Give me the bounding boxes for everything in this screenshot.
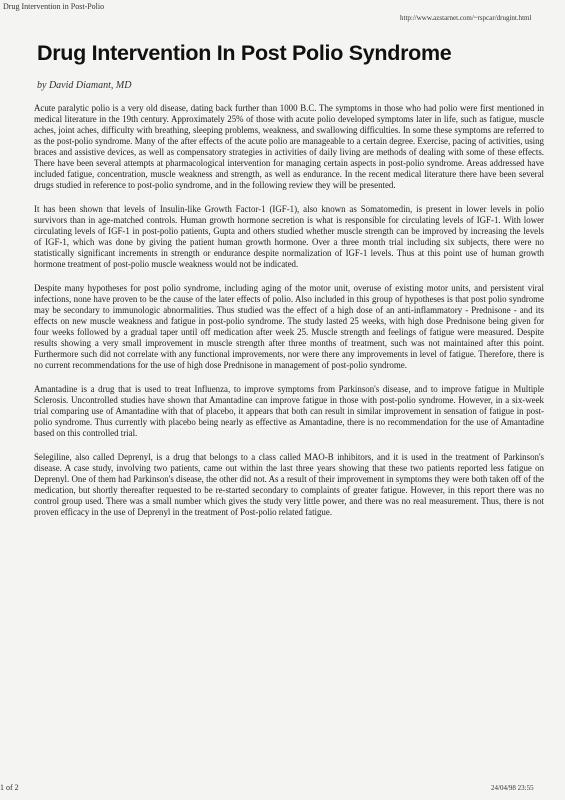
paragraph-growth-hormone: It has been shown that levels of Insulin-like Growth Factor-1 (IGF-1), also known as Somatomedin, is present in lower levels in polio survivors than in age-matched controls. Human growth hormone secretion is what is responsible for circulating levels of IGF-1. With lower circulating levels of IGF-1 in post-polio patients, Gupta and others studied whether muscle strength can be improved by increasing the levels of IGF-1, which was done by giving the patient human growth hormone. Over a three month trial including six subjects, there were no statistically significant increments in strength or endurance despite normalization of IGF-1 levels. Thus at this point use of human growth hormone treatment of post-polio muscle weakness would not be indicated. — [34, 204, 544, 269]
print-timestamp: 24/04/98 23:55 — [491, 784, 534, 792]
article-byline: by David Diamant, MD — [37, 80, 132, 91]
paragraph-prednisone: Despite many hypotheses for post polio syndrome, including aging of the motor unit, overuse of existing motor units, and persistent viral infections, none have proven to be the cause of the later effects of polio. Also included in this group of hypotheses is that post polio syndrome may be secondary to immunologic abnormalities. Thus studied was the effect of a high dose of an anti-inflammatory - Prednisone - and its effects on new muscle weakness and fatigue in post-polio syndrome. The study lasted 25 weeks, with high dose Prednisone being given for four weeks followed by a gradual taper until off medication after week 25. Muscle strength and feelings of fatigue were measured. Despite results showing a very small improvement in muscle strength after three months of treatment, such was not maintained after this point. Furthermore such did not correlate with any functional improvements, nor were there any improvements in level of fatigue. Therefore, there is no current recommendations for the use of high dose Prednisone in management of post-polio syndrome. — [34, 283, 544, 370]
paragraph-selegiline: Selegiline, also called Deprenyl, is a drug that belongs to a class called MAO-B inhibitors, and it is used in the treatment of Parkinson's disease. A case study, involving two patients, came out within the last three years showing that these two patients reported less fatigue on Deprenyl. One of them had Parkinson's disease, the other did not. As a result of their improvement in symptoms they were both taken off of the medication, but shortly thereafter requested to be re-started secondary to complaints of greater fatigue. However, in this report there was no control group used. There was a small number which gives the study very little power, and there was no real measurement. Thus, there is not proven efficacy in the use of Deprenyl in the treatment of Post-polio related fatigue. — [34, 452, 544, 517]
paragraph-intro: Acute paralytic polio is a very old disease, dating back further than 1000 B.C. The symptoms in those who had polio were first mentioned in medical literature in the 19th century. Approximately 25% of those with acute polio developed symptoms later in life, such as fatigue, muscle aches, joint aches, difficulty with breathing, sleeping problems, weakness, and swallowing difficulties. In some these symptoms are referred to as the post-polio syndrome. Many of the after effects of the acute polio are manageable to a certain degree. Exercise, pacing of activities, using braces and assistive devices, as well as compensatory strategies in activities of daily living are methods of dealing with some of these effects. There have been several attempts at pharmacological intervention for managing certain aspects in post-polio syndrome. Areas addressed have included fatigue, concentration, muscle weakness and strength, as well as endurance. In the recent medical literature there have been several drugs studied in reference to post-polio syndrome, and in the following review they will be presented. — [34, 103, 544, 190]
print-header-site: Drug Intervention in Post-Polio — [3, 2, 105, 11]
page-number: 1 of 2 — [0, 783, 19, 792]
article-body — [34, 103, 544, 531]
print-header-url: http://www.azstarnet.com/~rspcar/drugint.html — [400, 14, 532, 22]
paragraph-amantadine: Amantadine is a drug that is used to treat Influenza, to improve symptoms from Parkinson's disease, and to improve fatigue in Multiple Sclerosis. Uncontrolled studies have shown that Amantadine can improve fatigue in those with post-polio syndrome. However, in a six-week trial comparing use of Amantadine with that of placebo, it appears that both can result in similar improvement in sensation of fatigue in post-polio syndrome. Thus currently with placebo being nearly as effective as Amantadine, there is no recommendation for the use of Amantadine based on this controlled trial. — [34, 384, 544, 438]
article-title: Drug Intervention In Post Polio Syndrome — [37, 41, 452, 65]
